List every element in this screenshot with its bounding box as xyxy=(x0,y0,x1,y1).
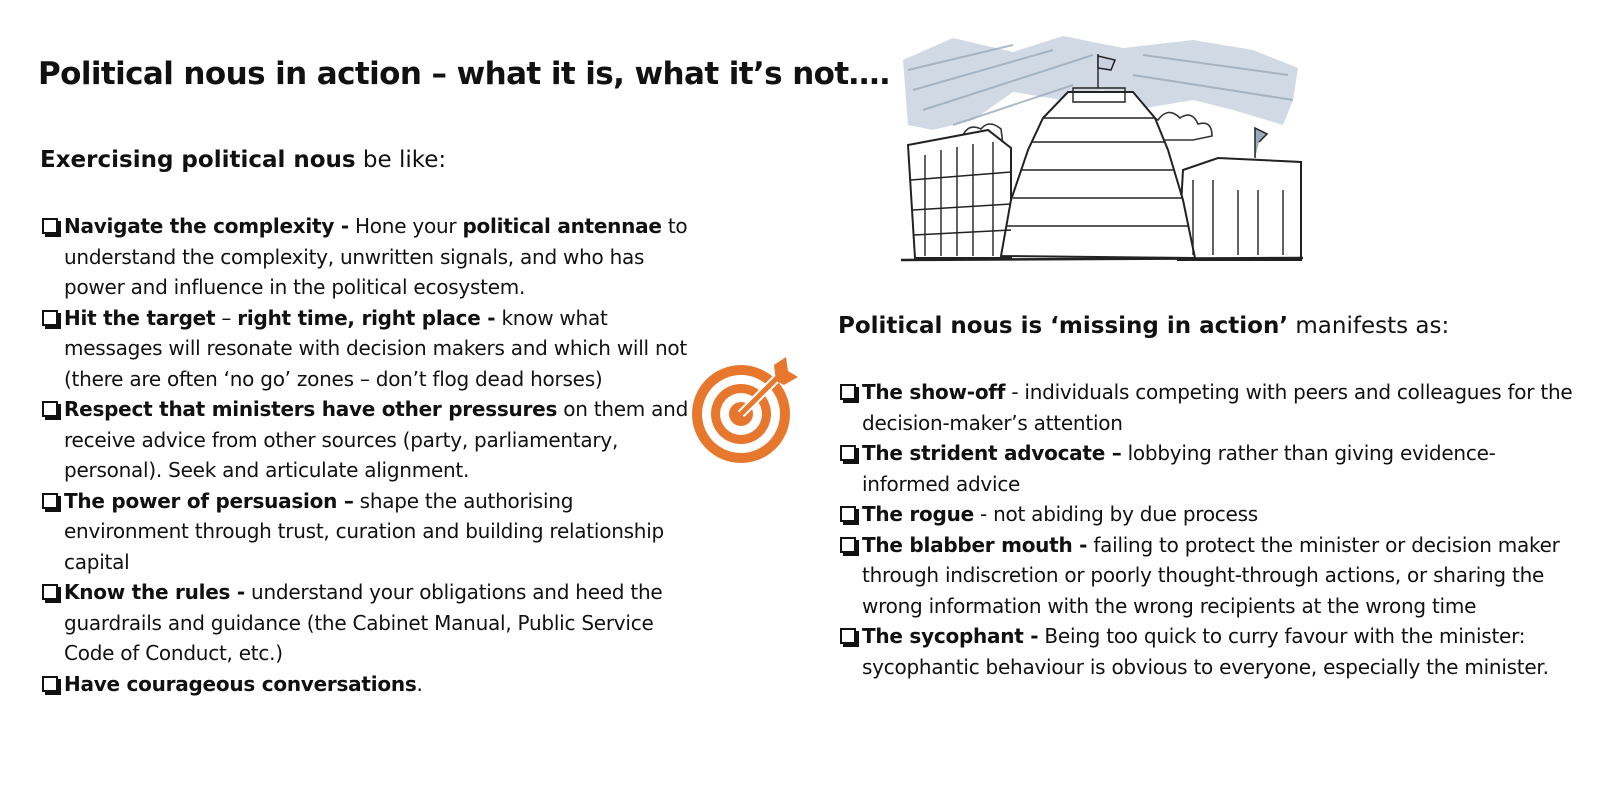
item-text: know what messages will resonate with decision makers and which will not (there are often ‘no go’ zones – don’t flog dead horses) xyxy=(64,305,687,391)
item-text: shape the authorising environment through trust, curation and building relationship capital xyxy=(64,488,664,574)
item-bold-text: political antennae xyxy=(462,214,662,238)
list-item xyxy=(838,530,1583,622)
item-text: on them and receive advice from other sources (party, parliamentary, personal). Seek and articulate alignment. xyxy=(64,397,689,482)
list-item xyxy=(40,211,690,303)
checkbox-bullet-icon xyxy=(42,584,58,600)
item-text: Being too quick to curry favour with the minister: sycophantic behaviour is obvious to everyone, especially the minister. xyxy=(862,624,1549,679)
left-heading-rest: be like: xyxy=(355,147,447,173)
right-heading-rest: manifests as: xyxy=(1288,313,1450,339)
item-bold-text: The rogue xyxy=(862,502,974,526)
item-bold-text: Know the rules - xyxy=(64,580,245,604)
checkbox-bullet-icon xyxy=(42,401,58,417)
item-text: - individuals competing with peers and colleagues for the decision-maker’s attention xyxy=(862,380,1573,435)
item-text: . xyxy=(416,671,423,696)
right-section-heading xyxy=(838,313,1449,339)
item-text: - not abiding by due process xyxy=(973,502,1258,526)
item-bold-text: The power of persuasion – xyxy=(64,488,354,513)
slide-title: Political nous in action – what it is, what it’s not…. xyxy=(38,56,891,92)
checkbox-bullet-icon xyxy=(840,445,856,461)
checkbox-bullet-icon xyxy=(42,218,58,234)
target-icon xyxy=(688,357,800,469)
checkbox-bullet-icon xyxy=(840,537,856,553)
checkbox-bullet-icon xyxy=(840,384,856,400)
checkbox-bullet-icon xyxy=(840,506,856,522)
list-item xyxy=(838,499,1583,530)
item-bold-text: The show-off xyxy=(862,380,1006,404)
list-item xyxy=(838,377,1583,438)
item-bold-text: The strident advocate – xyxy=(862,441,1122,465)
item-bold-text: The blabber mouth - xyxy=(862,532,1088,557)
item-bold-text: right time, right place - xyxy=(237,305,496,330)
checkbox-bullet-icon xyxy=(840,628,856,644)
item-text: lobbying rather than giving evidence-informed advice xyxy=(862,441,1496,496)
list-item xyxy=(40,486,690,578)
item-text: – xyxy=(215,305,238,330)
item-bold-text: Respect that ministers have other pressures xyxy=(64,397,558,421)
checkbox-bullet-icon xyxy=(42,493,58,509)
list-item xyxy=(40,669,690,700)
item-text: understand your obligations and heed the guardrails and guidance (the Cabinet Manual, Public Service Code of Conduct, etc.) xyxy=(64,580,663,665)
item-text: failing to protect the minister or decision maker through indiscretion or poorly thought-through actions, or sharing the wrong information with the wrong recipients at the wrong time xyxy=(862,532,1560,618)
political-nous-missing-list xyxy=(838,377,1583,682)
list-item xyxy=(40,394,690,486)
list-item xyxy=(838,438,1583,499)
list-item xyxy=(838,621,1583,682)
left-heading-bold: Exercising political nous xyxy=(40,147,356,173)
political-nous-do-list xyxy=(40,211,690,699)
left-section-heading xyxy=(40,147,446,173)
item-bold-text: The sycophant - xyxy=(862,624,1039,648)
item-text: Hone your xyxy=(348,214,463,238)
checkbox-bullet-icon xyxy=(42,310,58,326)
item-bold-text: Hit the target xyxy=(64,305,216,330)
item-bold-text: Have courageous conversations xyxy=(64,671,417,696)
item-bold-text: Navigate the complexity - xyxy=(64,214,349,238)
right-heading-bold: Political nous is ‘missing in action’ xyxy=(838,313,1289,339)
item-text: to understand the complexity, unwritten signals, and who has power and influence in the political ecosystem. xyxy=(64,214,688,299)
list-item xyxy=(40,303,690,395)
beehive-illustration xyxy=(893,30,1308,265)
list-item xyxy=(40,577,690,669)
checkbox-bullet-icon xyxy=(42,676,58,692)
